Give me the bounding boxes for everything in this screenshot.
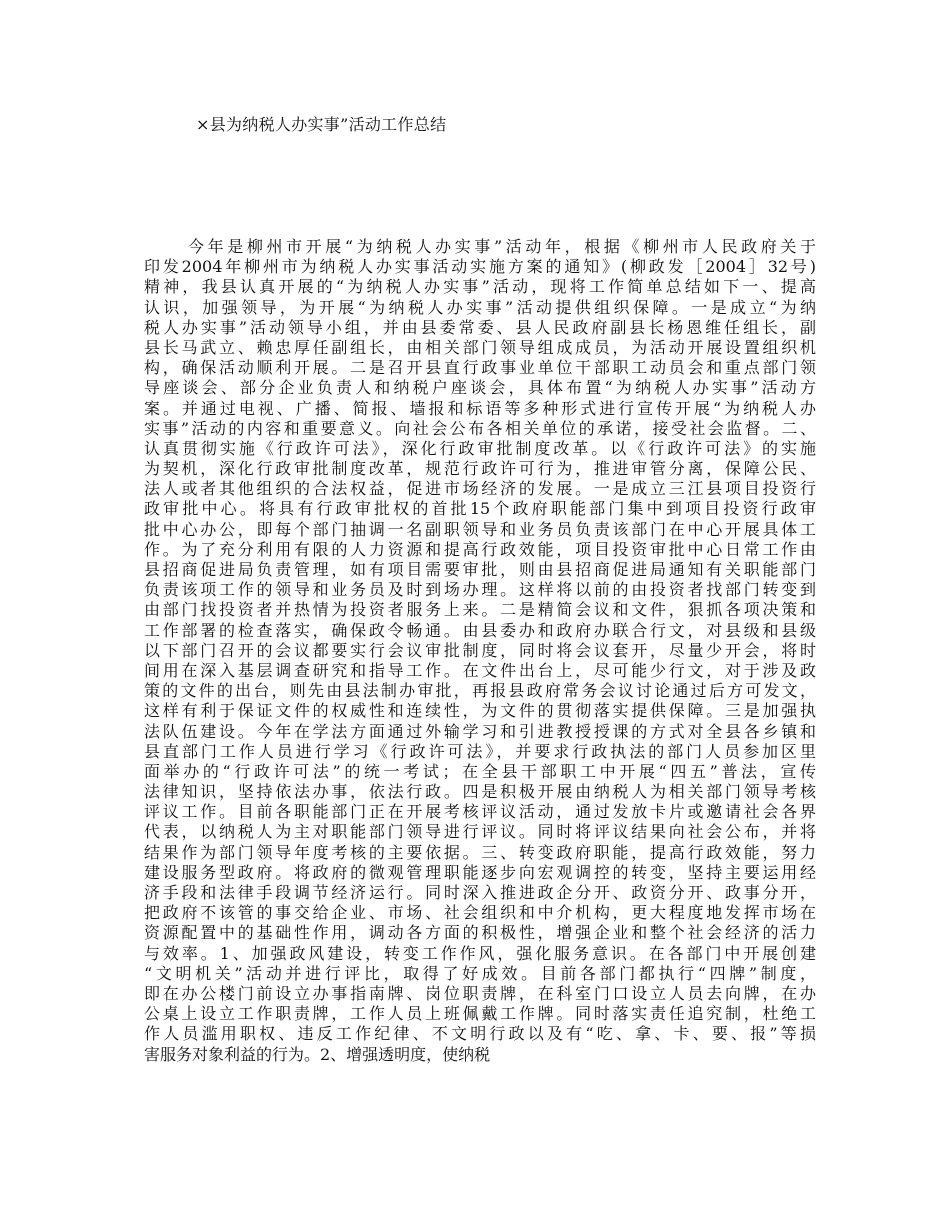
- document-title: ×县为纳税人办实事”活动工作总结: [196, 115, 447, 134]
- body-line: 济手段和法律手段调节经济运行。同时深入推进政企分开、政资分开、政事分开，: [144, 883, 816, 902]
- body-line: 法律知识，坚持依法办事，依法行政。四是积极开展由纳税人为相关部门领导考核: [144, 782, 816, 802]
- body-line: “文明机关”活动并进行评比，取得了好成效。目前各部门都执行“四牌”制度，: [144, 963, 816, 983]
- body-line: 这样有利于保证文件的权威性和连续性，为文件的贯彻落实提供保障。三是加强执: [144, 701, 816, 721]
- body-line: 害服务对象利益的行为。2、增强透明度，使纳税: [144, 1044, 491, 1064]
- body-line: 由部门找投资者并热情为投资者服务上来。二是精简会议和文件，狠抓各项决策和: [144, 600, 816, 620]
- body-line: 县长马武立、赖忠厚任副组长，由相关部门领导组成成员，为活动开展设置组织机: [144, 337, 816, 357]
- body-line: 与效率。1、加强政风建设，转变工作作风，强化服务意识。在各部门中开展创建: [144, 943, 816, 963]
- body-line: 作人员滥用职权、违反工作纪律、不文明行政以及有“吃、拿、卡、要、报”等损: [144, 1024, 816, 1044]
- body-line: 政审批中心。将具有行政审批权的首批15个政府职能部门集中到项目投资行政审: [144, 499, 816, 519]
- body-line: 间用在深入基层调查研究和指导工作。在文件出台上，尽可能少行文，对于涉及政: [144, 660, 816, 680]
- body-line: 批中心办公，即每个部门抽调一名副职领导和业务员负责该部门在中心开展具体工: [144, 519, 816, 539]
- body-line: 即在办公楼门前设立办事指南牌、岗位职责牌，在科室门口设立人员去向牌，在办: [144, 983, 816, 1003]
- body-line: 导座谈会、部分企业负责人和纳税户座谈会，具体布置“为纳税人办实事”活动方: [144, 378, 816, 398]
- body-line: 把政府不该管的事交给企业、市场、社会组织和中介机构，更大程度地发挥市场在: [144, 903, 816, 923]
- body-line: 评议工作。目前各职能部门正在开展考核评议活动，通过发放卡片或邀请社会各界: [144, 802, 816, 822]
- body-line: 资源配置中的基础性作用，调动各方面的积极性，增强企业和整个社会经济的活力: [144, 923, 816, 943]
- body-line: 以下部门召开的会议都要实行会议审批制度，同时将会议套开，尽量少开会，将时: [144, 640, 816, 660]
- body-line: 印发2004年柳州市为纳税人办实事活动实施方案的通知》(柳政发［2004］32号): [144, 257, 816, 277]
- body-line: 面举办的“行政许可法”的统一考试；在全县干部职工中开展“四五”普法，宣传: [144, 761, 816, 781]
- body-line: 作。为了充分利用有限的人力资源和提高行政效能，项目投资审批中心日常工作由: [144, 539, 816, 559]
- body-line: 策的文件的出台，则先由县法制办审批，再报县政府常务会议讨论通过后方可发文，: [144, 681, 816, 701]
- body-line: 法人或者其他组织的合法权益，促进市场经济的发展。一是成立三江县项目投资行: [144, 479, 816, 499]
- body-line: 法队伍建设。今年在学法方面通过外输学习和引进教授授课的方式对全县各乡镇和: [144, 721, 816, 741]
- body-line: 县直部门工作人员进行学习《行政许可法》，并要求行政执法的部门人员参加区里: [144, 741, 816, 761]
- body-line: 县招商促进局负责管理，如有项目需要审批，则由县招商促进局通知有关职能部门: [144, 560, 816, 579]
- body-line: 结果作为部门领导年度考核的主要依据。三、转变政府职能，提高行政效能，努力: [144, 842, 816, 862]
- body-line: 案。并通过电视、广播、简报、墙报和标语等多种形式进行宣传开展“为纳税人办: [144, 398, 816, 418]
- body-line: 工作部署的检查落实，确保政令畅通。由县委办和政府办联合行文，对县级和县级: [144, 620, 816, 640]
- body-line: 公桌上设立工作职责牌，工作人员上班佩戴工作牌。同时落实责任追究制，杜绝工: [144, 1004, 816, 1024]
- body-line: 认真贯彻实施《行政许可法》，深化行政审批制度改革。以《行政许可法》的实施: [144, 438, 816, 458]
- body-line: 认识，加强领导，为开展“为纳税人办实事”活动提供组织保障。一是成立“为纳: [144, 297, 816, 317]
- body-line: 负责该项工作的领导和业务员及时到场办理。这样将以前的由投资者找部门转变到: [144, 580, 816, 600]
- body-line: 构，确保活动顺利开展。二是召开县直行政事业单位干部职工动员会和重点部门领: [144, 358, 816, 378]
- body-line: 代表，以纳税人为主对职能部门领导进行评议。同时将评议结果向社会公布，并将: [144, 822, 816, 842]
- document-body: [144, 237, 816, 1065]
- body-line: 税人办实事”活动领导小组，并由县委常委、县人民政府副县长杨恩维任组长，副: [144, 317, 816, 337]
- body-line: 今年是柳州市开展“为纳税人办实事”活动年，根据《柳州市人民政府关于: [188, 237, 816, 256]
- body-line: 建设服务型政府。将政府的微观管理职能逐步向宏观调控的转变，坚持主要运用经: [144, 862, 816, 882]
- body-line: 实事”活动的内容和重要意义。向社会公布各相关单位的承诺，接受社会监督。二、: [144, 418, 816, 438]
- body-line: 精神，我县认真开展的“为纳税人办实事”活动，现将工作简单总结如下一、提高: [144, 277, 816, 297]
- body-line: 为契机，深化行政审批制度改革，规范行政许可行为，推进审管分离，保障公民、: [144, 459, 816, 479]
